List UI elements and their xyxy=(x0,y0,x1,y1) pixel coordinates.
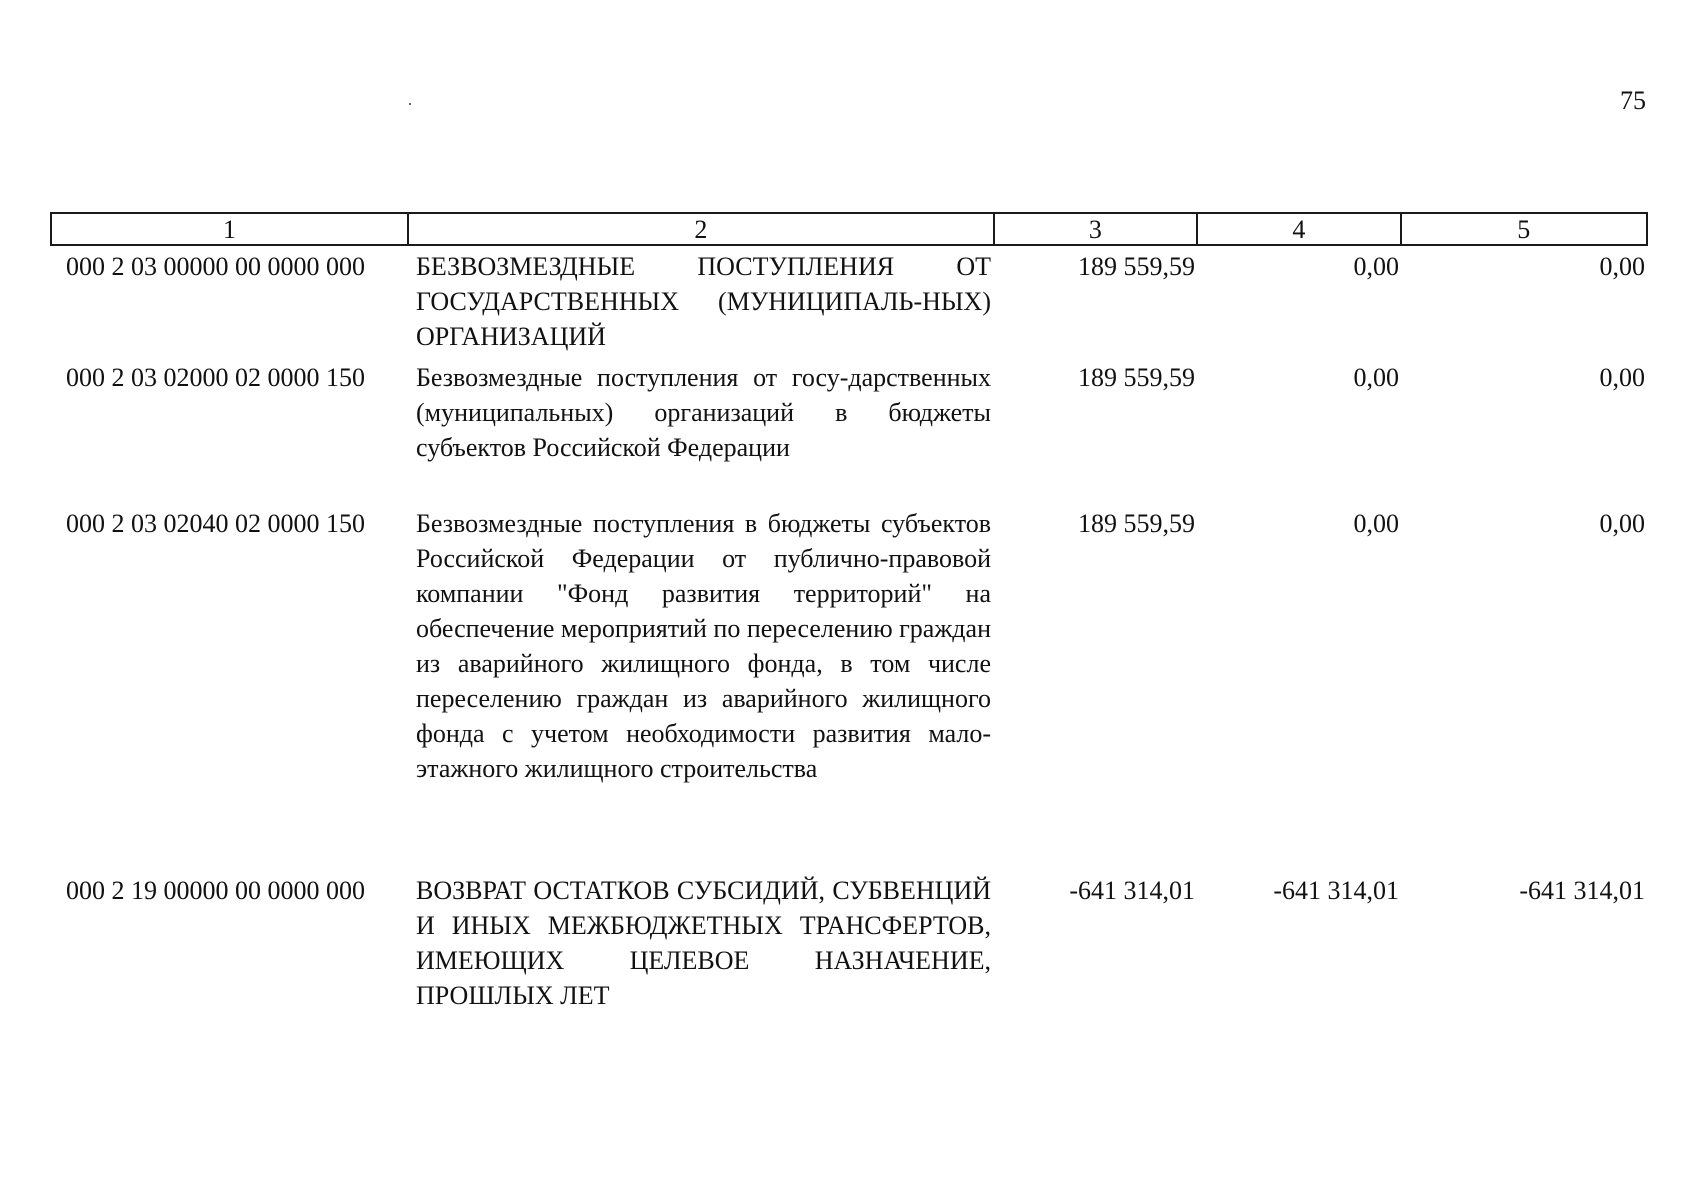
budget-code: 000 2 03 00000 00 0000 000 xyxy=(66,252,365,281)
row-description: ВОЗВРАТ ОСТАТКОВ СУБСИДИЙ, СУБВЕНЦИЙ И ИНЫХ МЕЖБЮДЖЕТНЫХ ТРАНСФЕРТОВ, ИМЕЮЩИХ ЦЕЛЕВОЕ НАЗНАЧЕНИЕ, ПРОШЛЫХ ЛЕТ xyxy=(416,876,991,1010)
page-number: 75 xyxy=(1620,86,1646,115)
row-description: Безвозмездные поступления в бюджеты субъектов Российской Федерации от публично-правовой компании "Фонд развития территорий" на обеспечение мероприятий по переселению граждан из аварийного жилищного фонда, в том числе переселению граждан из аварийного жилищного фонда с учетом необходимости развития мало-этажного жилищного строительства xyxy=(416,509,991,783)
amount-col-4: 0,00 xyxy=(1353,252,1399,281)
header-col-1: 1 xyxy=(52,214,409,244)
header-col-3: 3 xyxy=(995,214,1198,244)
amount-col-5: 0,00 xyxy=(1599,363,1645,392)
amount-col-4: 0,00 xyxy=(1353,363,1399,392)
header-col-2: 2 xyxy=(409,214,995,244)
scan-speck xyxy=(409,103,411,105)
amount-col-4: 0,00 xyxy=(1353,509,1399,538)
budget-table xyxy=(50,212,1648,1010)
amount-col-5: 0,00 xyxy=(1599,509,1645,538)
header-col-4: 4 xyxy=(1198,214,1401,244)
amount-col-3: -641 314,01 xyxy=(1069,876,1195,905)
amount-col-5: 0,00 xyxy=(1599,252,1645,281)
amount-col-5: -641 314,01 xyxy=(1519,876,1645,905)
table-header-row xyxy=(50,212,1648,246)
amount-col-3: 189 559,59 xyxy=(1078,363,1195,392)
row-description: Безвозмездные поступления от госу-дарственных (муниципальных) организаций в бюджеты субъектов Российской Федерации xyxy=(416,363,991,462)
header-col-5: 5 xyxy=(1517,215,1531,244)
budget-code: 000 2 03 02000 02 0000 150 xyxy=(66,363,365,392)
amount-col-4: -641 314,01 xyxy=(1273,876,1399,905)
budget-code: 000 2 19 00000 00 0000 000 xyxy=(66,876,365,905)
budget-code: 000 2 03 02040 02 0000 150 xyxy=(66,509,365,538)
row-description: БЕЗВОЗМЕЗДНЫЕ ПОСТУПЛЕНИЯ ОТ ГОСУДАРСТВЕННЫХ (МУНИЦИПАЛЬ-НЫХ) ОРГАНИЗАЦИЙ xyxy=(416,252,991,351)
amount-col-3: 189 559,59 xyxy=(1078,509,1195,538)
amount-col-3: 189 559,59 xyxy=(1078,252,1195,281)
